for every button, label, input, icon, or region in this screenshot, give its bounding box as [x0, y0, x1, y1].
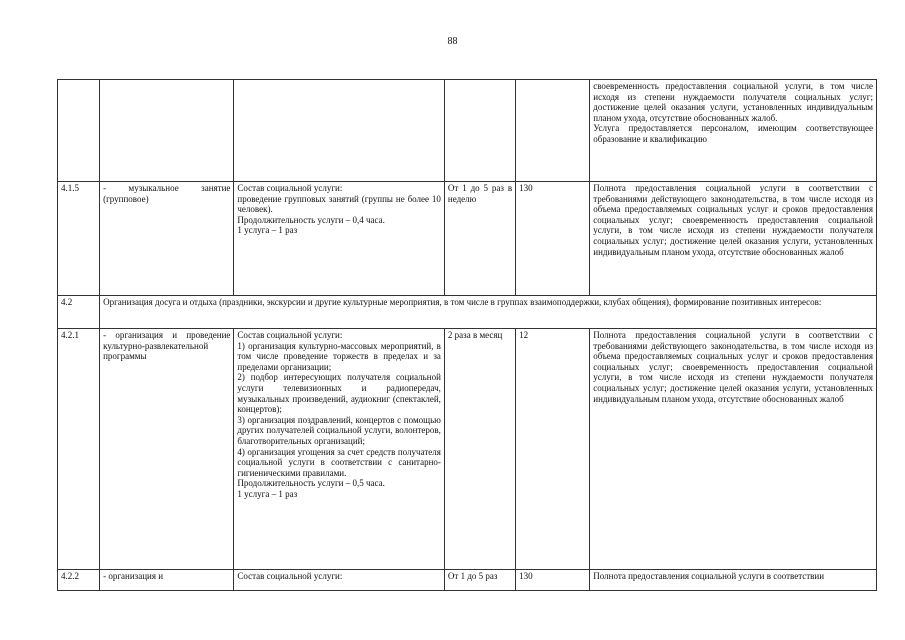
cell-price: 130: [516, 570, 590, 591]
table-row: [58, 296, 877, 329]
content-line: 4) организация угощения за счет средств получателя социальной услуги в соответствии с санитарно-гигиеническими правилами.: [237, 446, 441, 478]
cell-service-name: - организация и проведение культурно-развлекательной программы: [100, 329, 234, 570]
cell-service-name: [100, 80, 234, 182]
cell-frequency: 2 раза в месяц: [444, 329, 515, 570]
content-line: Состав социальной услуги:: [237, 183, 343, 193]
table-row: [58, 182, 877, 296]
content-line: Продолжительность услуги – 0,5 часа.: [237, 478, 385, 489]
content-line: проведение групповых занятий (группы не более 10 человек).: [237, 193, 441, 215]
table-row: [58, 329, 877, 570]
cell-number: 4.2.2: [58, 570, 100, 591]
cell-frequency: От 1 до 5 раз в неделю: [444, 182, 515, 296]
content-line: 3) организация поздравлений, концертов с помощью других получателей социальной услуги, волонтеров, благотворительных организаций;: [237, 414, 441, 446]
cell-quality: [590, 80, 877, 182]
content-line: Состав социальной услуги:: [237, 330, 343, 340]
cell-quality: Полнота предоставления социальной услуги в соответствии: [590, 570, 877, 591]
page-number: 88: [447, 36, 458, 47]
cell-service-content: [234, 182, 445, 296]
content-line: 1 услуга – 1 раз: [237, 225, 298, 236]
cell-price: [516, 80, 590, 182]
content-line: 1 услуга – 1 раз: [237, 488, 298, 499]
cell-number: 4.1.5: [58, 182, 100, 296]
table-row: [58, 80, 877, 182]
cell-quality: Полнота предоставления социальной услуги в соответствии с требованиями действующего законодательства, в том числе исходя из объема предоставляемых социальных услуг и сроков предоставления социальных услуг; своевременность предоставления социальной услуги, в том числе исходя из степени нуждаемости получателя социальных услуг; достижение целей оказания услуги, установленных индивидуальным планом ухода, отсутствие обоснованных жалоб: [590, 329, 877, 570]
cell-price: 12: [516, 329, 590, 570]
cell-frequency: От 1 до 5 раз: [444, 570, 515, 591]
services-table: [57, 79, 877, 591]
cell-price: 130: [516, 182, 590, 296]
cell-number: [58, 80, 100, 182]
content-line: Продолжительность услуги – 0,4 часа.: [237, 214, 385, 225]
cell-quality: Полнота предоставления социальной услуги в соответствии с требованиями действующего законодательства, в том числе исходя из объема предоставляемых социальных услуг и сроков предоставления социальных услуг; своевременность предоставления социальной услуги, в том числе исходя из степени нуждаемости получателя социальных услуг; достижение целей оказания услуги, установленных индивидуальным планом ухода, отсутствие обоснованных жалоб: [590, 182, 877, 296]
cell-service-content: Состав социальной услуги:: [234, 570, 445, 591]
table-row: [58, 570, 877, 591]
quality-text: Услуга предоставляется персоналом, имеющим соответствующее образование и квалификацию: [593, 123, 873, 144]
cell-number: 4.2.1: [58, 329, 100, 570]
cell-service-content: [234, 329, 445, 570]
cell-number: 4.2: [58, 296, 100, 329]
content-line: 2) подбор интересующих получателя социальной услуги телевизионных и радиопередач, музыкальных произведений, аудиокниг (спектаклей, концертов);: [237, 372, 441, 415]
cell-service-name: - организация и: [100, 570, 234, 591]
cell-section-heading: Организация досуга и отдыха (праздники, экскурсии и другие культурные мероприятия, в том числе в группах взаимоподдержки, клубах общения), формирование позитивных интересов:: [100, 296, 877, 329]
quality-text: своевременность предоставления социальной услуги, в том числе исходя из степени нуждаемости получателя социальных услуг; достижение целей оказания услуги, установленных индивидуальным планом ухода, отсутствие обоснованных жалоб.: [593, 81, 873, 123]
content-line: 1) организация культурно-массовых мероприятий, в том числе проведение торжеств в пределах и за пределами организации;: [237, 340, 441, 372]
cell-service-content: [234, 80, 445, 182]
cell-frequency: [444, 80, 515, 182]
cell-service-name: - музыкальное занятие (групповое): [100, 182, 234, 296]
